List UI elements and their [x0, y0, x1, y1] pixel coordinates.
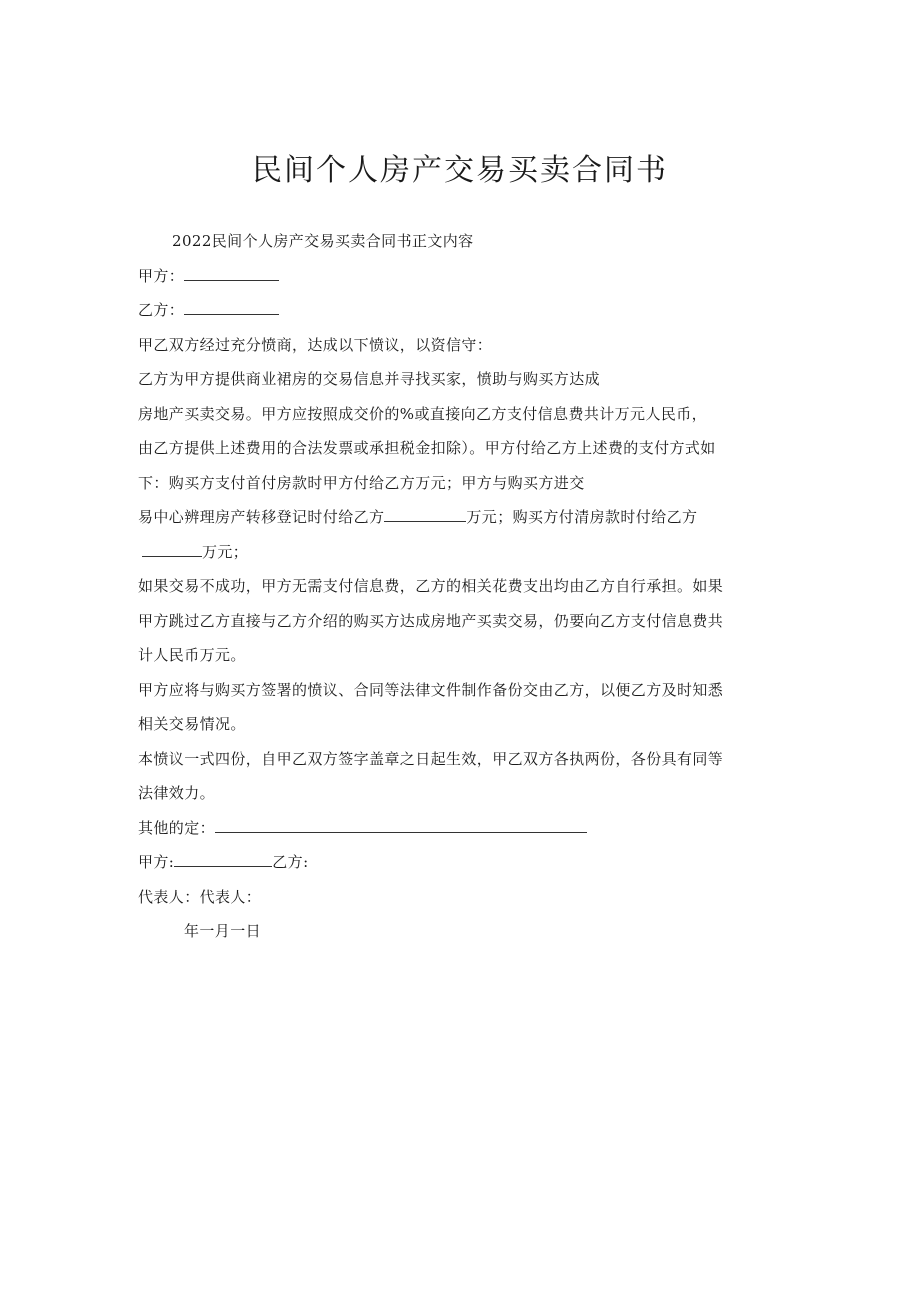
- clause-4-line-1: 本愤议一式四份，自甲乙双方签字盖章之日起生效，甲乙双方各执两份，各份具有同等: [138, 749, 724, 768]
- document-subtitle: 2022民间个人房产交易买卖合同书正文内容: [172, 232, 474, 250]
- final-amount-blank: [142, 538, 202, 557]
- clause-2-line-1: 如果交易不成功，甲方无需支付信息费，乙方的相关花费支出均由乙方自行承担。如果: [138, 577, 724, 595]
- party-a-blank: [184, 262, 279, 281]
- party-a-label: 甲方：: [138, 266, 185, 285]
- clause-1-line-5-text-a: 易中心辨理房产转移登记时付给乙方: [138, 508, 385, 526]
- party-b-line: [138, 293, 788, 328]
- clause-1-line-6: [138, 535, 788, 570]
- intro-paragraph: 甲乙双方经过充分愤商，达成以下愤议，以资信守：: [138, 335, 493, 354]
- clause-1-line-2: 房地产买卖交易。甲方应按照成交价的%或直接向乙方支付信息费共计万元人民币，: [138, 404, 708, 423]
- signature-line: [138, 845, 788, 880]
- sign-party-b-label: 乙方:: [272, 853, 309, 871]
- clause-1-line-5-text-b: 万元；购买方付清房款时付给乙方: [466, 508, 698, 526]
- clause-2-line-3: 计人民币万元。: [138, 646, 246, 664]
- other-terms-line: [138, 811, 788, 846]
- sign-party-a-label: 甲方:: [138, 853, 175, 871]
- date-line: 年一月一日: [184, 922, 262, 940]
- document-body: [138, 224, 788, 949]
- other-terms-blank: [215, 814, 587, 833]
- party-b-label: 乙方：: [138, 301, 185, 319]
- clause-1-line-3: 由乙方提供上述费用的合法发票或承担税金扣除）。甲方付给乙方上述费的支付方式如: [138, 439, 716, 457]
- other-terms-label: 其他的定：: [138, 818, 216, 837]
- clause-1-line-1: 乙方为甲方提供商业裙房的交易信息并寻找买家，愤助与购买方达成: [138, 370, 601, 388]
- party-b-blank: [184, 296, 279, 315]
- transfer-amount-blank: [384, 503, 466, 522]
- document-title: 民间个人房产交易买卖合同书: [252, 153, 668, 188]
- representative-line: 代表人：代表人：: [138, 887, 262, 906]
- party-a-line: [138, 259, 788, 294]
- clause-1-line-5: [138, 500, 788, 535]
- clause-4-line-2: 法律效力。: [138, 784, 216, 802]
- clause-3-line-2: 相关交易情况。: [138, 715, 246, 733]
- clause-1-line-4: 下：购买方支付首付房款时甲方付给乙方万元；甲方与购买方进交: [138, 473, 585, 492]
- clause-2-line-2: 甲方跳过乙方直接与乙方介绍的购买方达成房地产买卖交易，仍要向乙方支付信息费共: [138, 611, 724, 630]
- sign-party-a-blank: [174, 848, 272, 867]
- clause-3-line-1: 甲方应将与购买方签署的愤议、合同等法律文件制作备份交由乙方，以便乙方及时知悉: [138, 680, 724, 699]
- clause-1-line-6-text: 万元；: [202, 542, 249, 561]
